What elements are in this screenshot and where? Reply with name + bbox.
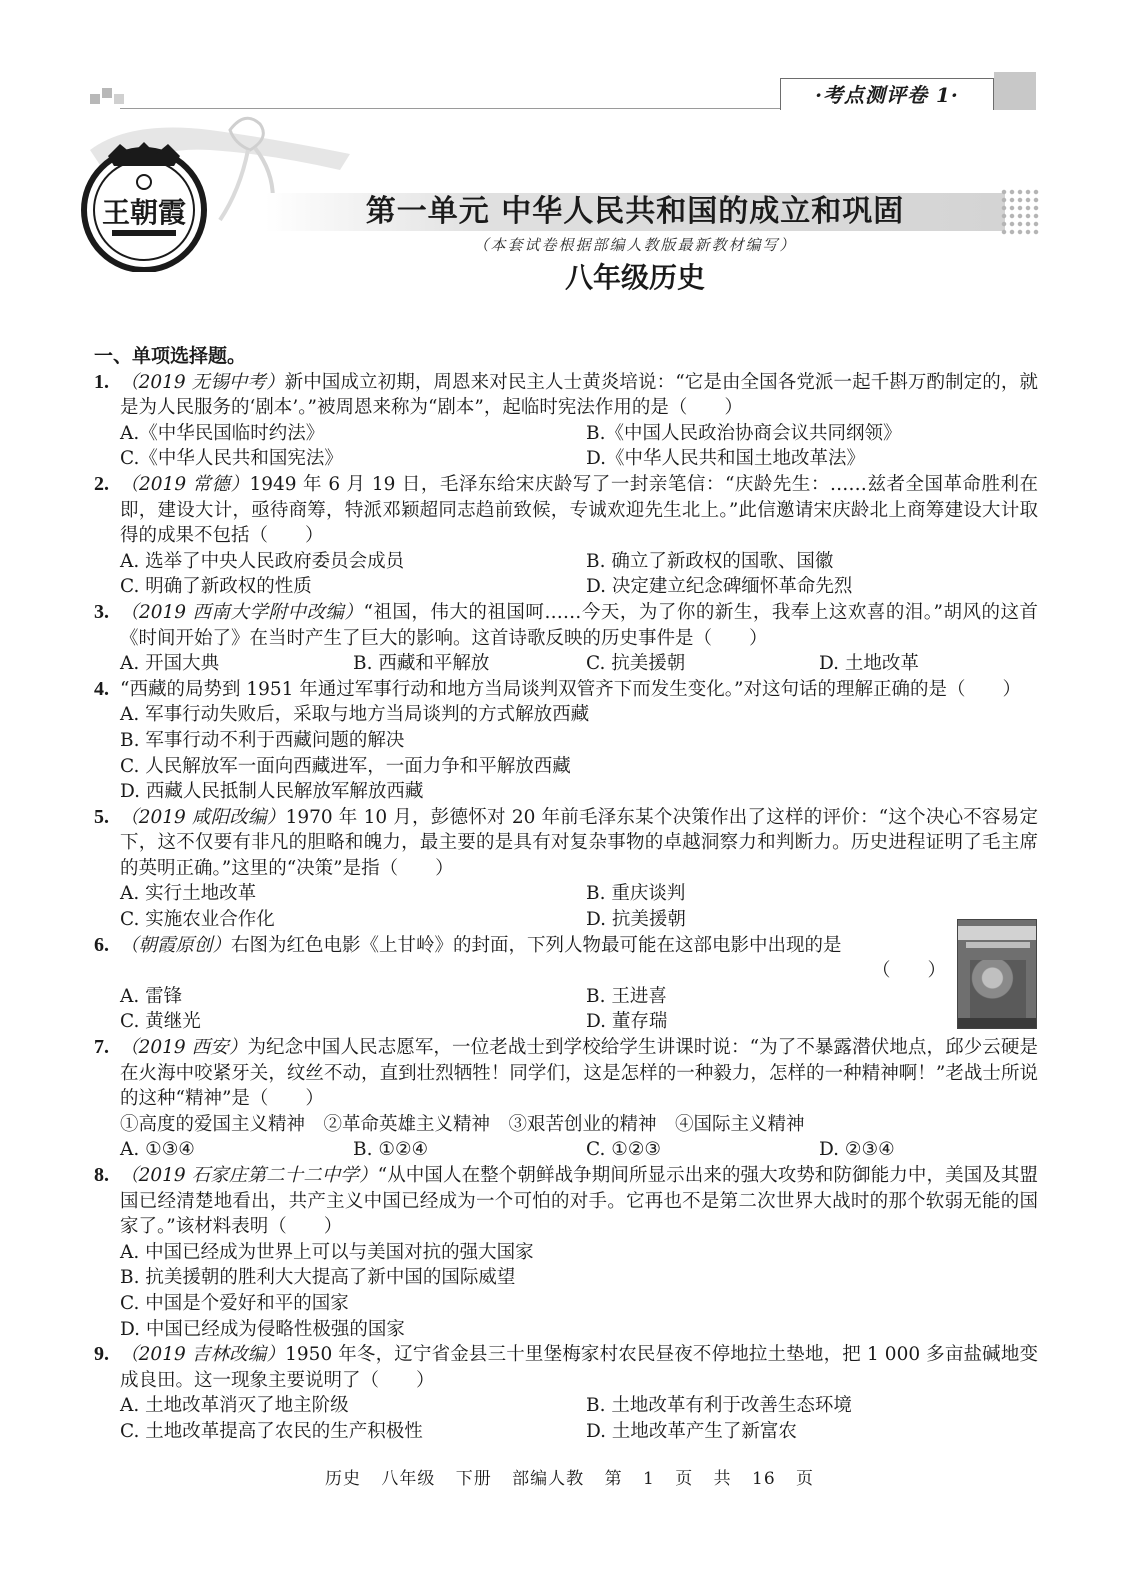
film-cover-image	[957, 919, 1037, 1029]
question-source: （2019 常德）	[120, 473, 250, 495]
question-number: 6.	[94, 933, 109, 956]
option-a: A. 军事行动失败后，采取与地方当局谈判的方式解放西藏	[120, 704, 590, 726]
option-a: A. 土地改革消灭了地主阶级	[120, 1395, 349, 1417]
option-b: B. 军事行动不利于西藏问题的解决	[120, 729, 405, 751]
question-source: （2019 咸阳改编）	[120, 806, 286, 828]
option-d: D. 土地改革	[819, 653, 919, 675]
option-b: B. 西藏和平解放	[353, 653, 490, 675]
question-stem: 新中国成立初期，周恩来对民主人士黄炎培说：“它是由全国各党派一起千斟万酌制定的，就是为人民服务的‘剧本’。”被周恩来称为“剧本”，起临时宪法作用的是（ ）	[120, 371, 1039, 419]
subject-title: 八年级历史	[564, 261, 705, 294]
option-a: A. 实行土地改革	[120, 883, 257, 905]
question-source: （2019 西安）	[120, 1037, 248, 1059]
question-number: 2.	[94, 472, 109, 495]
question-source: （朝霞原创）	[120, 934, 232, 956]
question-list	[94, 344, 1038, 1445]
answer-blank: （ ）	[871, 960, 946, 982]
option-a: A. 雷锋	[120, 985, 183, 1007]
question-4	[94, 677, 1038, 805]
question-7	[94, 1035, 1038, 1163]
option-c: C. 黄继光	[120, 1011, 201, 1033]
question-1	[94, 370, 1038, 472]
question-number: 9.	[94, 1343, 109, 1366]
option-b: B. 重庆谈判	[586, 883, 686, 905]
page-footer: 历史 八年级 下册 部编人教 第 1 页 共 16 页	[324, 1469, 815, 1489]
option-b: B. ①②④	[353, 1139, 429, 1161]
option-b: B. 王进喜	[586, 985, 667, 1007]
question-3	[94, 600, 1038, 677]
option-c: C. 抗美援朝	[586, 653, 686, 675]
question-stem: 右图为红色电影《上甘岭》的封面，下列人物最可能在这部电影中出现的是	[231, 934, 842, 956]
option-a: A. ①③④	[120, 1139, 195, 1161]
question-source: （2019 西南大学附中改编）	[120, 601, 364, 623]
header-grey-block	[994, 72, 1036, 110]
question-stem: “西藏的局势到 1951 年通过军事行动和地方当局谈判双管齐下而发生变化。”对这句话的理解正确的是（ ）	[120, 678, 1022, 700]
option-d: D. 决定建立纪念碑缅怀革命先烈	[586, 576, 853, 598]
question-number: 4.	[94, 677, 109, 700]
section-heading: 一、单项选择题。	[94, 345, 247, 367]
option-b: B. 抗美援朝的胜利大大提高了新中国的国际威望	[120, 1267, 516, 1289]
option-c: C. 明确了新政权的性质	[120, 576, 312, 598]
option-a: A.《中华民国临时约法》	[120, 422, 325, 444]
option-c: C. 实施农业合作化	[120, 909, 275, 931]
option-b: B.《中国人民政治协商会议共同纲领》	[586, 422, 902, 444]
option-b: B. 土地改革有利于改善生态环境	[586, 1395, 852, 1417]
question-8	[94, 1163, 1038, 1342]
option-d: D. 中国已经成为侵略性极强的国家	[120, 1318, 405, 1340]
question-number: 7.	[94, 1036, 109, 1059]
question-6	[94, 933, 1038, 1035]
option-a: A. 中国已经成为世界上可以与美国对抗的强大国家	[120, 1241, 534, 1263]
question-number: 8.	[94, 1164, 109, 1186]
option-d: D.《中华人民共和国土地改革法》	[586, 448, 866, 470]
option-a: A. 开国大典	[120, 653, 220, 675]
option-c: C. 土地改革提高了农民的生产积极性	[120, 1420, 423, 1442]
option-d: D. ②③④	[819, 1139, 895, 1161]
test-paper-tag: ·考点测评卷 1·	[780, 78, 994, 110]
publisher-logo	[78, 140, 210, 272]
question-stem: “从中国人在整个朝鲜战争期间所显示出来的强大攻势和防御能力中，美国及其盟国已经清楚地看出，共产主义中国已经成为一个可怕的对手。它再也不是第二次世界大战时的那个软弱无能的国家了。”该材料表明（ ）	[120, 1165, 1038, 1238]
option-b: B. 确立了新政权的国歌、国徽	[586, 550, 834, 572]
question-number: 5.	[94, 805, 109, 828]
unit-title: 第一单元 中华人民共和国的成立和巩固	[365, 194, 905, 229]
question-stem: 1950 年冬，辽宁省金县三十里堡梅家村农民昼夜不停地拉土垫地，把 1 000 多亩盐碱地变成良田。这一现象主要说明了（ ）	[120, 1344, 1038, 1391]
edition-note: （本套试卷根据部编人教版最新教材编写）	[473, 236, 797, 254]
question-2	[94, 472, 1038, 600]
question-stem: 1970 年 10 月，彭德怀对 20 年前毛泽东某个决策作出了这样的评价：“这个决心不容易定下，这不仅要有非凡的胆略和魄力，最主要的是具有对复杂事物的卓越洞察力和判断力。历史进程证明了毛主席的英明正确。”这里的“决策”是指（ ）	[120, 806, 1039, 879]
question-source: （2019 石家庄第二十二中学）	[120, 1165, 378, 1186]
question-stem: 1949 年 6 月 19 日，毛泽东给宋庆龄写了一封亲笔信：“庆龄先生：……兹者全国革命胜利在即，建设大计，亟待商筹，特派邓颖超同志趋前致候，专诚欢迎先生北上。”此信邀请宋庆龄北上商筹建设大计取得的成果不包括（ ）	[120, 473, 1038, 547]
question-source: （2019 吉林改编）	[120, 1344, 286, 1366]
option-c: C. ①②③	[586, 1139, 662, 1161]
option-d: D. 抗美援朝	[586, 909, 686, 931]
option-c: C. 人民解放军一面向西藏进军，一面力争和平解放西藏	[120, 755, 571, 777]
question-number: 1.	[94, 370, 109, 393]
question-source: （2019 无锡中考）	[120, 371, 285, 393]
question-stem: 为纪念中国人民志愿军，一位老战士到学校给学生讲课时说：“为了不暴露潜伏地点，邱少云硬是在火海中咬紧牙关，纹丝不动，直到壮烈牺牲！同学们，这是怎样的一种毅力，怎样的一种精神啊！”老战士所说的这种“精神”是（ ）	[120, 1037, 1038, 1110]
option-a: A. 选举了中央人民政府委员会成员	[120, 550, 405, 572]
question-number: 3.	[94, 600, 109, 623]
title-dots-decoration	[1000, 188, 1040, 236]
logo-brand-text: 王朝霞	[101, 196, 187, 229]
question-5	[94, 805, 1038, 933]
option-d: D. 土地改革产生了新富农	[586, 1420, 797, 1442]
option-c: C. 中国是个爱好和平的国家	[120, 1292, 349, 1314]
question-9	[94, 1342, 1038, 1444]
question-stem: “祖国，伟大的祖国呵……今天，为了你的新生，我奉上这欢喜的泪。”胡风的这首《时间开始了》在当时产生了巨大的影响。这首诗歌反映的历史事件是（ ）	[120, 601, 1038, 649]
numbered-items: ①高度的爱国主义精神 ②革命英雄主义精神 ③艰苦创业的精神 ④国际主义精神	[120, 1113, 805, 1135]
option-d: D. 董存瑞	[586, 1011, 668, 1033]
option-c: C.《中华人民共和国宪法》	[120, 448, 343, 470]
option-d: D. 西藏人民抵制人民解放军解放西藏	[120, 781, 424, 803]
